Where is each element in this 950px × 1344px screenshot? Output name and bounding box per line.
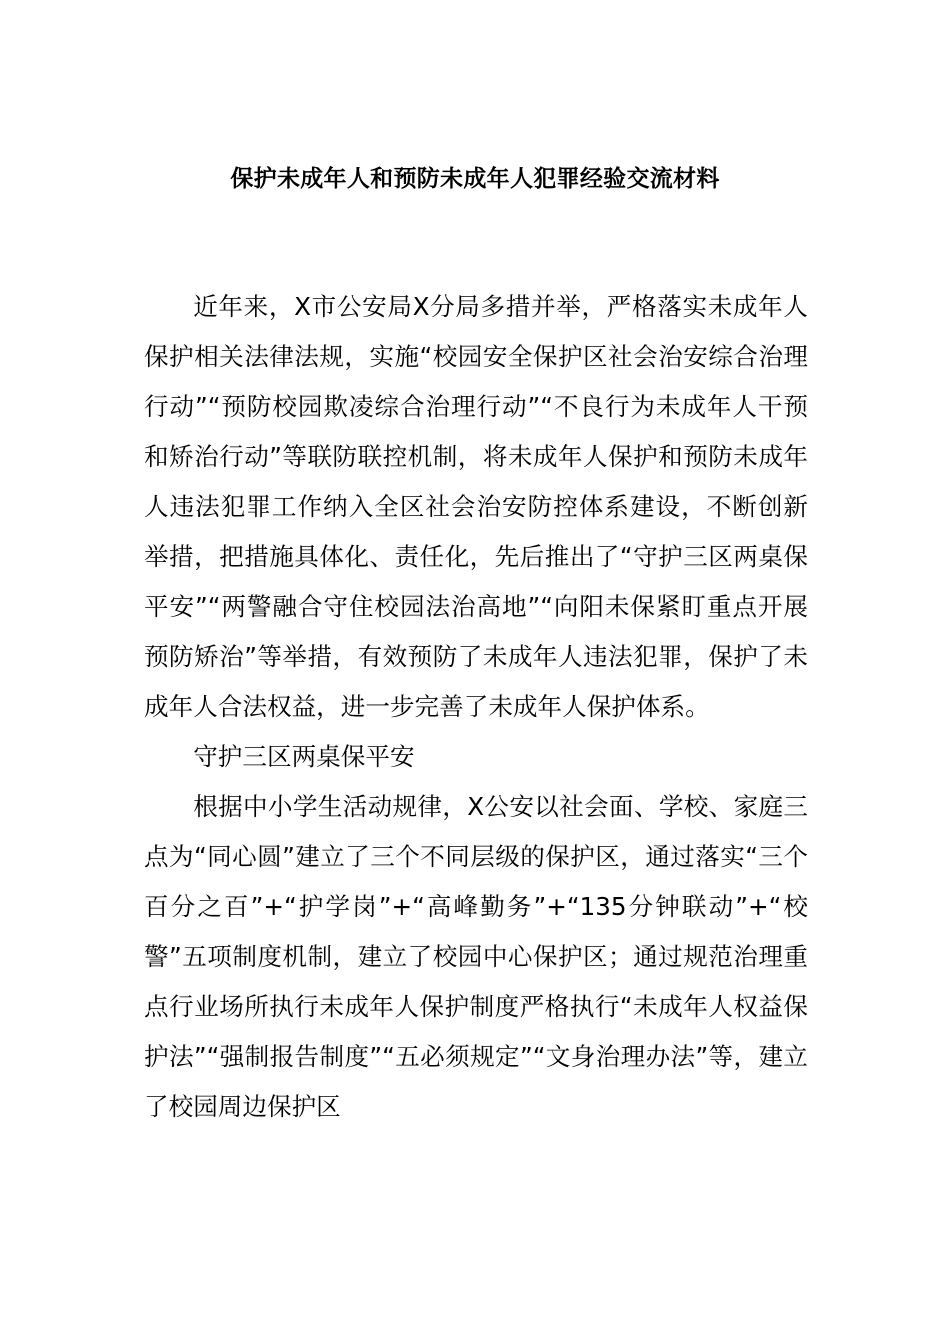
- paragraph-intro: 近年来，X市公安局X分局多措并举，严格落实未成年人保护相关法律法规，实施“校园安全保护区社会治安综合治理行动”“预防校园欺凌综合治理行动”“不良行为未成年人干预和矫治行动”等联防联控机制，将未成年人保护和预防未成年人违法犯罪工作纳入全区社会治安防控体系建设，不断创新举措，把措施具体化、责任化，先后推出了“守护三区两桌保平安”“两警融合守住校园法治高地”“向阳未保紧盯重点开展预防矫治”等举措，有效预防了未成年人违法犯罪，保护了未成年人合法权益，进一步完善了未成年人保护体系。: [144, 292, 808, 721]
- paragraph-section-body: 根据中小学生活动规律，X公安以社会面、学校、家庭三点为“同心圆”建立了三个不同层级的保护区，通过落实“三个百分之百”+“护学岗”+“高峰勤务”+“135分钟联动”+“校警”五项制度机制，建立了校园中心保护区；通过规范治理重点行业场所执行未成年人保护制度严格执行“未成年人权益保护法”“强制报告制度”“五必须规定”“文身治理办法”等，建立了校园周边保护区: [144, 792, 808, 1121]
- section-heading: 守护三区两桌保平安: [193, 742, 415, 771]
- document-body: [144, 282, 808, 1132]
- document-title: 保护未成年人和预防未成年人犯罪经验交流材料: [230, 166, 720, 192]
